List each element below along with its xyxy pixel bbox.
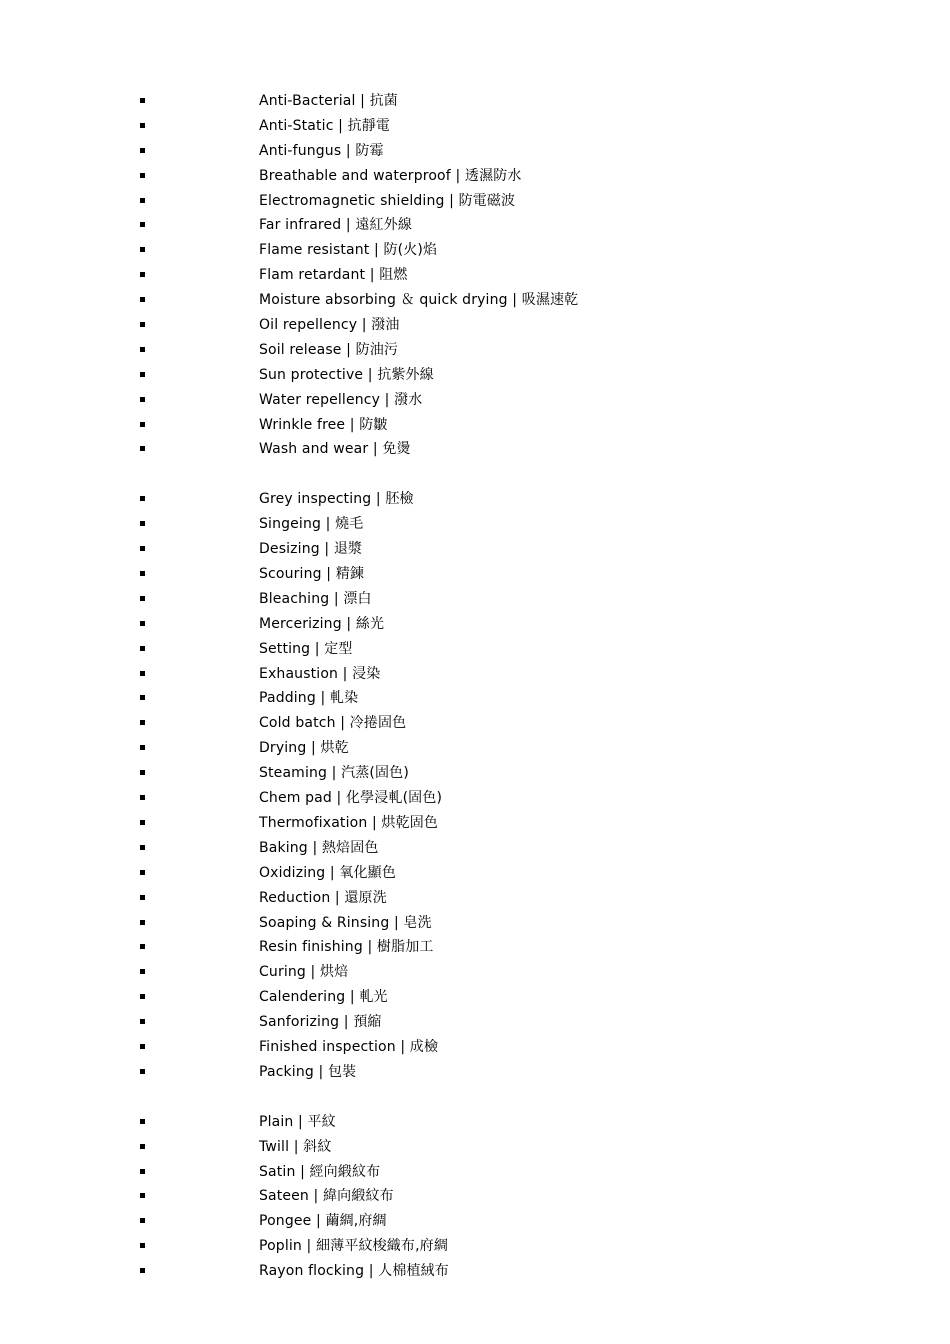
term-text: Far infrared | 遠紅外線 [259,217,412,234]
term-text: Packing | 包裝 [259,1063,357,1080]
term-text: Soil release | 防油污 [259,341,399,358]
square-bullet-icon [140,123,145,128]
square-bullet-icon [140,222,145,227]
list-item [0,686,950,711]
term-list-3 [0,1110,950,1284]
term-text: Calendering | 軋光 [259,989,388,1006]
square-bullet-icon [140,1218,145,1223]
list-item [0,164,950,189]
square-bullet-icon [140,297,145,302]
term-list-2 [0,487,950,1084]
list-item [0,1035,950,1060]
list-item [0,736,950,761]
term-text: Anti-Static | 抗靜電 [259,117,391,134]
term-text: Rayon flocking | 人棉植絨布 [259,1263,449,1280]
list-item [0,263,950,288]
list-item [0,288,950,313]
list-item [0,985,950,1010]
term-text: Plain | 平紋 [259,1113,336,1130]
list-item [0,911,950,936]
square-bullet-icon [140,671,145,676]
square-bullet-icon [140,446,145,451]
square-bullet-icon [140,198,145,203]
square-bullet-icon [140,770,145,775]
term-text: Resin finishing | 樹脂加工 [259,939,434,956]
list-item [0,960,950,985]
list-item [0,89,950,114]
term-text: Electromagnetic shielding | 防電磁波 [259,192,516,209]
term-text: Padding | 軋染 [259,690,359,707]
list-item [0,786,950,811]
list-item [0,935,950,960]
list-item [0,1135,950,1160]
square-bullet-icon [140,98,145,103]
list-item [0,313,950,338]
list-item [0,637,950,662]
square-bullet-icon [140,1193,145,1198]
square-bullet-icon [140,870,145,875]
term-text: Desizing | 退漿 [259,541,363,558]
term-text: Anti-fungus | 防霉 [259,142,384,159]
term-text: Setting | 定型 [259,640,353,657]
list-item [0,363,950,388]
square-bullet-icon [140,1119,145,1124]
list-item [0,437,950,462]
square-bullet-icon [140,148,145,153]
term-text: Wash and wear | 免燙 [259,441,411,458]
square-bullet-icon [140,994,145,999]
list-item [0,1110,950,1135]
list-item [0,487,950,512]
list-item [0,1160,950,1185]
document-page [0,89,950,1284]
term-text: Scouring | 精鍊 [259,566,364,583]
term-text: Water repellency | 潑水 [259,391,423,408]
term-text: Baking | 熱焙固色 [259,839,379,856]
list-item [0,761,950,786]
list-item [0,1259,950,1284]
list-item [0,139,950,164]
term-text: Bleaching | 漂白 [259,590,372,607]
term-list-1 [0,89,950,462]
list-item [0,1184,950,1209]
square-bullet-icon [140,247,145,252]
square-bullet-icon [140,1019,145,1024]
square-bullet-icon [140,571,145,576]
term-text: Sun protective | 抗紫外線 [259,366,434,383]
term-text: Poplin | 細薄平紋梭織布,府綢 [259,1238,448,1255]
term-text: Grey inspecting | 胚檢 [259,491,414,508]
term-text: Flame resistant | 防(火)焰 [259,242,438,259]
list-item [0,711,950,736]
square-bullet-icon [140,496,145,501]
square-bullet-icon [140,173,145,178]
list-item [0,213,950,238]
square-bullet-icon [140,745,145,750]
term-text: Anti-Bacterial | 抗菌 [259,93,398,109]
term-text: Exhaustion | 浸染 [259,665,381,682]
square-bullet-icon [140,969,145,974]
term-text: Twill | 斜紋 [259,1138,332,1155]
term-text: Drying | 烘乾 [259,740,349,757]
square-bullet-icon [140,1044,145,1049]
square-bullet-icon [140,596,145,601]
term-text: Sanforizing | 預縮 [259,1014,382,1031]
term-text: Cold batch | 冷捲固色 [259,715,407,732]
list-item [0,388,950,413]
square-bullet-icon [140,621,145,626]
term-text: Singeing | 燒毛 [259,516,364,533]
list-item [0,1234,950,1259]
square-bullet-icon [140,347,145,352]
list-item [0,562,950,587]
square-bullet-icon [140,546,145,551]
term-text: Soaping & Rinsing | 皂洗 [259,914,432,931]
square-bullet-icon [140,820,145,825]
square-bullet-icon [140,372,145,377]
square-bullet-icon [140,1268,145,1273]
square-bullet-icon [140,646,145,651]
square-bullet-icon [140,1144,145,1149]
list-item [0,512,950,537]
square-bullet-icon [140,272,145,277]
square-bullet-icon [140,920,145,925]
square-bullet-icon [140,1069,145,1074]
term-text: Finished inspection | 成檢 [259,1038,439,1055]
list-item [0,861,950,886]
list-item [0,662,950,687]
term-text: Sateen | 緯向緞紋布 [259,1188,394,1205]
square-bullet-icon [140,322,145,327]
term-text: Wrinkle free | 防皺 [259,416,388,433]
term-text: Oxidizing | 氧化顯色 [259,864,396,881]
square-bullet-icon [140,397,145,402]
list-item [0,537,950,562]
square-bullet-icon [140,845,145,850]
square-bullet-icon [140,944,145,949]
term-text: Thermofixation | 烘乾固色 [259,814,439,831]
term-text: Pongee | 繭綢,府綢 [259,1213,387,1230]
list-item [0,587,950,612]
term-text: Oil repellency | 潑油 [259,317,400,334]
term-text: Chem pad | 化學浸軋(固色) [259,790,443,807]
term-text: Moisture absorbing ＆ quick drying | 吸濕速乾 [259,292,579,309]
list-item [0,114,950,139]
list-item [0,1060,950,1085]
list-item [0,612,950,637]
term-text: Curing | 烘焙 [259,964,349,981]
list-item [0,413,950,438]
square-bullet-icon [140,521,145,526]
square-bullet-icon [140,720,145,725]
list-item [0,811,950,836]
term-text: Satin | 經向緞紋布 [259,1163,381,1180]
list-item [0,338,950,363]
list-item [0,238,950,263]
term-text: Breathable and waterproof | 透濕防水 [259,167,522,184]
square-bullet-icon [140,695,145,700]
list-item [0,1010,950,1035]
square-bullet-icon [140,895,145,900]
square-bullet-icon [140,422,145,427]
term-text: Mercerizing | 絲光 [259,615,385,632]
term-text: Flam retardant | 阻燃 [259,267,408,284]
square-bullet-icon [140,1169,145,1174]
term-text: Reduction | 還原洗 [259,889,387,906]
list-item [0,836,950,861]
term-text: Steaming | 汽蒸(固色) [259,765,409,782]
list-item [0,1209,950,1234]
list-item [0,189,950,214]
list-item [0,886,950,911]
square-bullet-icon [140,1243,145,1248]
square-bullet-icon [140,795,145,800]
